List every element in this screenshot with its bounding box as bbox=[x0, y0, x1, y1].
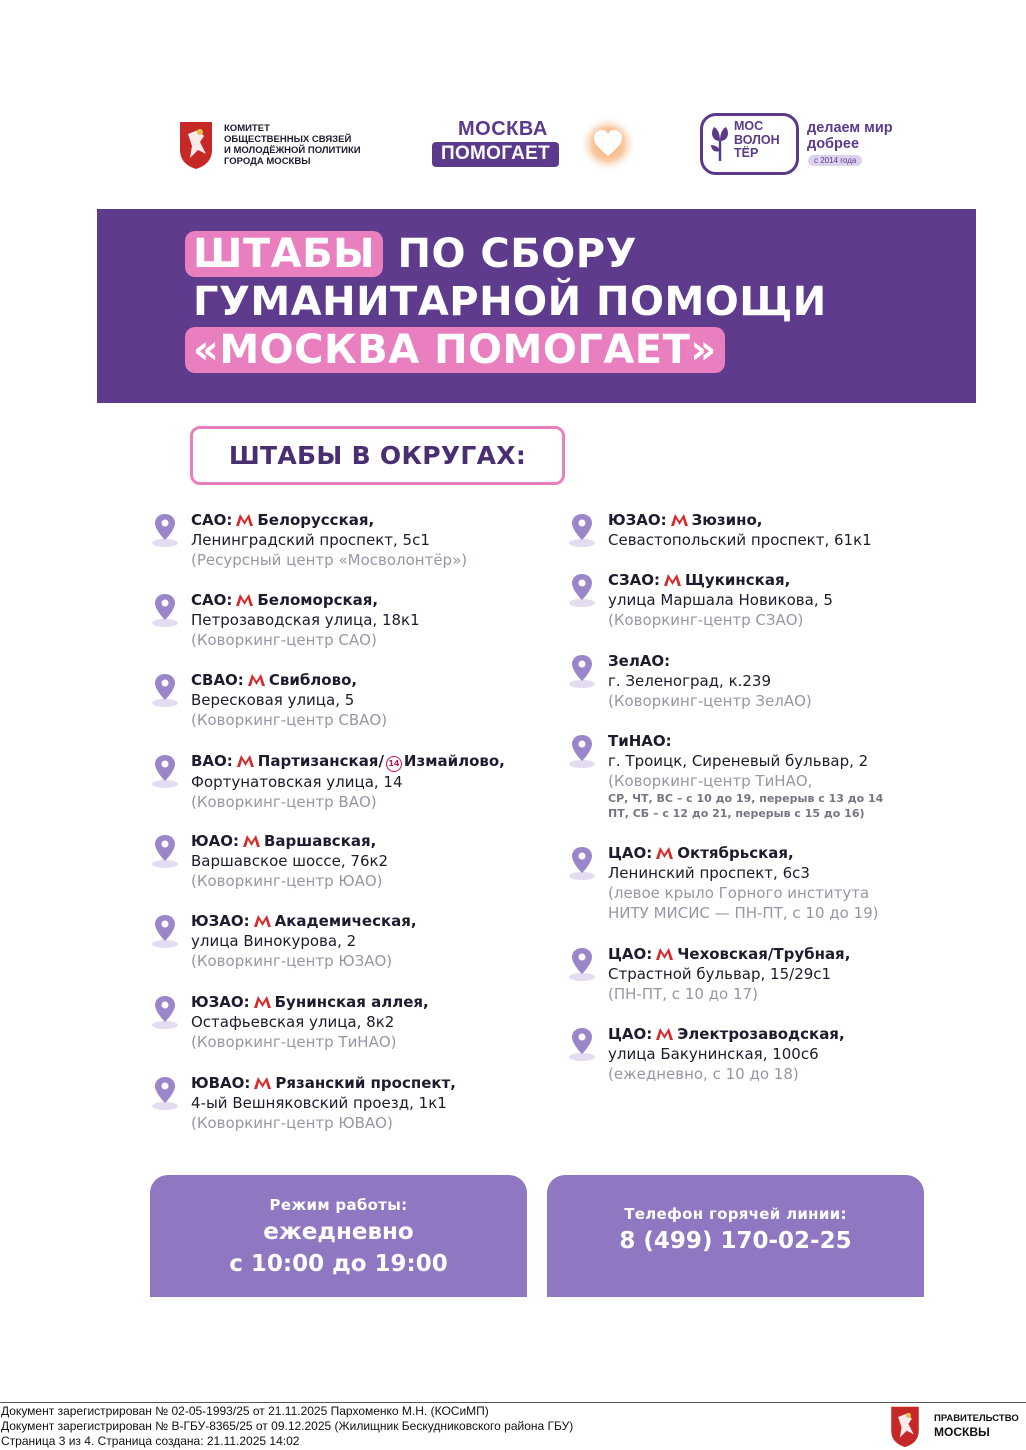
district-label: САО: bbox=[191, 511, 233, 529]
district-label: ЮЗАО: bbox=[191, 993, 250, 1011]
metro-station: Щукинская, bbox=[685, 571, 791, 589]
registration-line-2: Документ зарегистрирован № В-ГБУ-8365/25 от 09.12.2025 (Жилищник Бескудниковского района ГБУ) bbox=[1, 1419, 574, 1433]
metro-station: Беломорская, bbox=[257, 591, 379, 609]
metro-icon bbox=[236, 754, 255, 767]
metro-icon bbox=[247, 673, 266, 686]
location-address: улица Бакунинская, 100с6 bbox=[608, 1045, 819, 1063]
location-note: (Коворкинг-центр ТиНАО, bbox=[608, 772, 813, 790]
metro-station: Варшавская, bbox=[263, 832, 377, 850]
location-note: (Коворкинг-центр ВАО) bbox=[191, 793, 377, 811]
working-hours-days: ежедневно bbox=[263, 1219, 414, 1245]
district-label: ЮАО: bbox=[191, 832, 239, 850]
district-label: ВАО: bbox=[191, 752, 233, 770]
location-pin-icon bbox=[150, 753, 180, 789]
location-note-2: НИТУ МИСИС — ПН-ПТ, с 10 до 19) bbox=[608, 904, 879, 922]
working-hours-box bbox=[150, 1175, 527, 1297]
metro-station: Рязанский проспект, bbox=[275, 1074, 456, 1092]
registration-line-1: Документ зарегистрирован № 02-05-1993/25 от 21.11.2025 Пархоменко М.Н. (КОСиМП) bbox=[1, 1404, 489, 1418]
metro-station: Электрозаводская, bbox=[677, 1025, 845, 1043]
mosvolonter-words: МОС ВОЛОН ТЁР bbox=[734, 119, 780, 160]
metro-icon bbox=[253, 1076, 272, 1089]
district-label: ЮЗАО: bbox=[191, 912, 250, 930]
mosvolonter-logo bbox=[700, 113, 910, 177]
location-address: Варшавское шоссе, 76к2 bbox=[191, 852, 389, 870]
section-title: ШТАБЫ В ОКРУГАХ: bbox=[190, 426, 565, 485]
metro-icon bbox=[253, 995, 272, 1008]
location-address: г. Троицк, Сиреневый бульвар, 2 bbox=[608, 752, 869, 770]
location-pin-icon bbox=[150, 592, 180, 628]
metro-icon bbox=[235, 513, 254, 526]
location-note: (левое крыло Горного института bbox=[608, 884, 870, 902]
location-address: Петрозаводская улица, 18к1 bbox=[191, 611, 420, 629]
metro-station: Бунинская аллея, bbox=[274, 993, 429, 1011]
district-label: ЦАО: bbox=[608, 1025, 653, 1043]
flower-icon bbox=[708, 125, 732, 161]
location-note: (Коворкинг-центр ЮВАО) bbox=[191, 1114, 393, 1132]
mcd-line-14-icon: 14 bbox=[386, 756, 402, 772]
location-pin-icon bbox=[150, 1075, 180, 1111]
district-label: ЮЗАО: bbox=[608, 511, 667, 529]
metro-icon bbox=[655, 846, 674, 859]
metro-icon bbox=[242, 834, 261, 847]
metro-icon bbox=[670, 513, 689, 526]
location-pin-icon bbox=[150, 833, 180, 869]
district-label: ЗелАО: bbox=[608, 652, 671, 670]
location-pin-icon bbox=[150, 672, 180, 708]
metro-station: Партизанская/ bbox=[257, 752, 384, 770]
location-address: Севастопольский проспект, 61к1 bbox=[608, 531, 872, 549]
location-note: (ежедневно, с 10 до 18) bbox=[608, 1065, 799, 1083]
district-label: ЦАО: bbox=[608, 945, 653, 963]
district-label: ЮВАО: bbox=[191, 1074, 251, 1092]
metro-icon bbox=[655, 1027, 674, 1040]
district-label: СВАО: bbox=[191, 671, 244, 689]
location-address: 4-ый Вешняковский проезд, 1к1 bbox=[191, 1094, 447, 1112]
location-note: (Коворкинг-центр СВАО) bbox=[191, 711, 388, 729]
moscow-helps-logo bbox=[432, 116, 637, 172]
moscow-helps-line1: МОСКВА bbox=[458, 118, 548, 140]
district-label: ТиНАО: bbox=[608, 732, 672, 750]
location-address: Вересковая улица, 5 bbox=[191, 691, 355, 709]
location-pin-icon bbox=[567, 845, 597, 881]
metro-station: Академическая, bbox=[274, 912, 417, 930]
location-note: (Коворкинг-центр ЮЗАО) bbox=[191, 952, 393, 970]
committee-name: КОМИТЕТ ОБЩЕСТВЕННЫХ СВЯЗЕЙ И МОЛОДЁЖНОЙ ПОЛИТИКИ ГОРОДА МОСКВЫ bbox=[224, 123, 361, 167]
location-address: Ленинградский проспект, 5с1 bbox=[191, 531, 430, 549]
location-note: (Коворкинг-центр ЗелАО) bbox=[608, 692, 812, 710]
location-note: (ПН-ПТ, с 10 до 17) bbox=[608, 985, 758, 1003]
registration-stamp bbox=[1, 1404, 573, 1449]
location-address: г. Зеленоград, к.239 bbox=[608, 672, 772, 690]
location-pin-icon bbox=[150, 512, 180, 548]
location-pin-icon bbox=[150, 913, 180, 949]
footer-divider bbox=[0, 1402, 1026, 1403]
government-label: ПРАВИТЕЛЬСТВО bbox=[934, 1413, 1019, 1424]
mosvolonter-since-badge: с 2014 года bbox=[808, 155, 862, 166]
location-address: Страстной бульвар, 15/29с1 bbox=[608, 965, 832, 983]
location-note: (Коворкинг-центр ЮАО) bbox=[191, 872, 383, 890]
government-city: МОСКВЫ bbox=[934, 1425, 990, 1439]
location-note: (Коворкинг-центр СЗАО) bbox=[608, 611, 804, 629]
moscow-coat-of-arms-icon bbox=[178, 120, 214, 170]
metro-station: Свиблово, bbox=[268, 671, 358, 689]
metro-station-2: Измайлово, bbox=[403, 752, 505, 770]
banner-highlight-name: «МОСКВА ПОМОГАЕТ» bbox=[185, 327, 725, 373]
hotline-phone: 8 (499) 170-02-25 bbox=[619, 1228, 852, 1254]
mosvolonter-slogan: делаем мир добрее bbox=[807, 120, 893, 152]
metro-station: Чеховская/Трубная, bbox=[677, 945, 851, 963]
title-banner bbox=[97, 209, 976, 403]
moscow-government-logo bbox=[889, 1405, 1024, 1448]
location-pin-icon bbox=[567, 733, 597, 769]
banner-line-1-rest: ПО СБОРУ bbox=[383, 231, 637, 277]
location-note: (Коворкинг-центр САО) bbox=[191, 631, 377, 649]
working-hours-label: Режим работы: bbox=[269, 1196, 408, 1214]
banner-line-3 bbox=[185, 327, 725, 373]
location-note: (Коворкинг-центр ТиНАО) bbox=[191, 1033, 397, 1051]
metro-station: Белорусская, bbox=[257, 511, 375, 529]
location-schedule-line-2: ПТ, СБ – с 12 до 21, перерыв с 15 до 16) bbox=[608, 807, 865, 820]
district-label: ЦАО: bbox=[608, 844, 653, 862]
page-info-line: Страница 3 из 4. Страница создана: 21.11.2025 14:02 bbox=[1, 1434, 300, 1448]
location-address: улица Винокурова, 2 bbox=[191, 932, 357, 950]
location-schedule-line-1: СР, ЧТ, ВС – с 10 до 19, перерыв с 13 до 14 bbox=[608, 792, 884, 805]
banner-line-1 bbox=[185, 231, 637, 277]
location-pin-icon bbox=[150, 994, 180, 1030]
location-address: Ленинский проспект, 6с3 bbox=[608, 864, 810, 882]
moscow-coat-of-arms-icon bbox=[889, 1405, 921, 1448]
metro-station: Зюзино, bbox=[691, 511, 763, 529]
banner-line-2: ГУМАНИТАРНОЙ ПОМОЩИ bbox=[193, 279, 827, 325]
banner-highlight-word: ШТАБЫ bbox=[185, 231, 383, 277]
location-pin-icon bbox=[567, 512, 597, 548]
location-note: (Ресурсный центр «Мосволонтёр») bbox=[191, 551, 468, 569]
metro-icon bbox=[655, 947, 674, 960]
location-address: Остафьевская улица, 8к2 bbox=[191, 1013, 395, 1031]
location-address: улица Маршала Новикова, 5 bbox=[608, 591, 833, 609]
location-pin-icon bbox=[567, 946, 597, 982]
heart-icon bbox=[580, 116, 636, 172]
location-pin-icon bbox=[567, 572, 597, 608]
district-label: САО: bbox=[191, 591, 233, 609]
metro-icon bbox=[253, 914, 272, 927]
hotline-label: Телефон горячей линии: bbox=[624, 1205, 847, 1223]
metro-icon bbox=[235, 593, 254, 606]
district-label: СЗАО: bbox=[608, 571, 661, 589]
metro-station: Октябрьская, bbox=[677, 844, 794, 862]
committee-logo bbox=[178, 119, 378, 171]
working-hours-time: с 10:00 до 19:00 bbox=[229, 1251, 448, 1277]
hotline-box bbox=[547, 1175, 924, 1297]
location-address: Фортунатовская улица, 14 bbox=[191, 773, 403, 791]
location-pin-icon bbox=[567, 1026, 597, 1062]
location-pin-icon bbox=[567, 653, 597, 689]
metro-icon bbox=[663, 573, 682, 586]
moscow-helps-line2: ПОМОГАЕТ bbox=[432, 142, 559, 167]
